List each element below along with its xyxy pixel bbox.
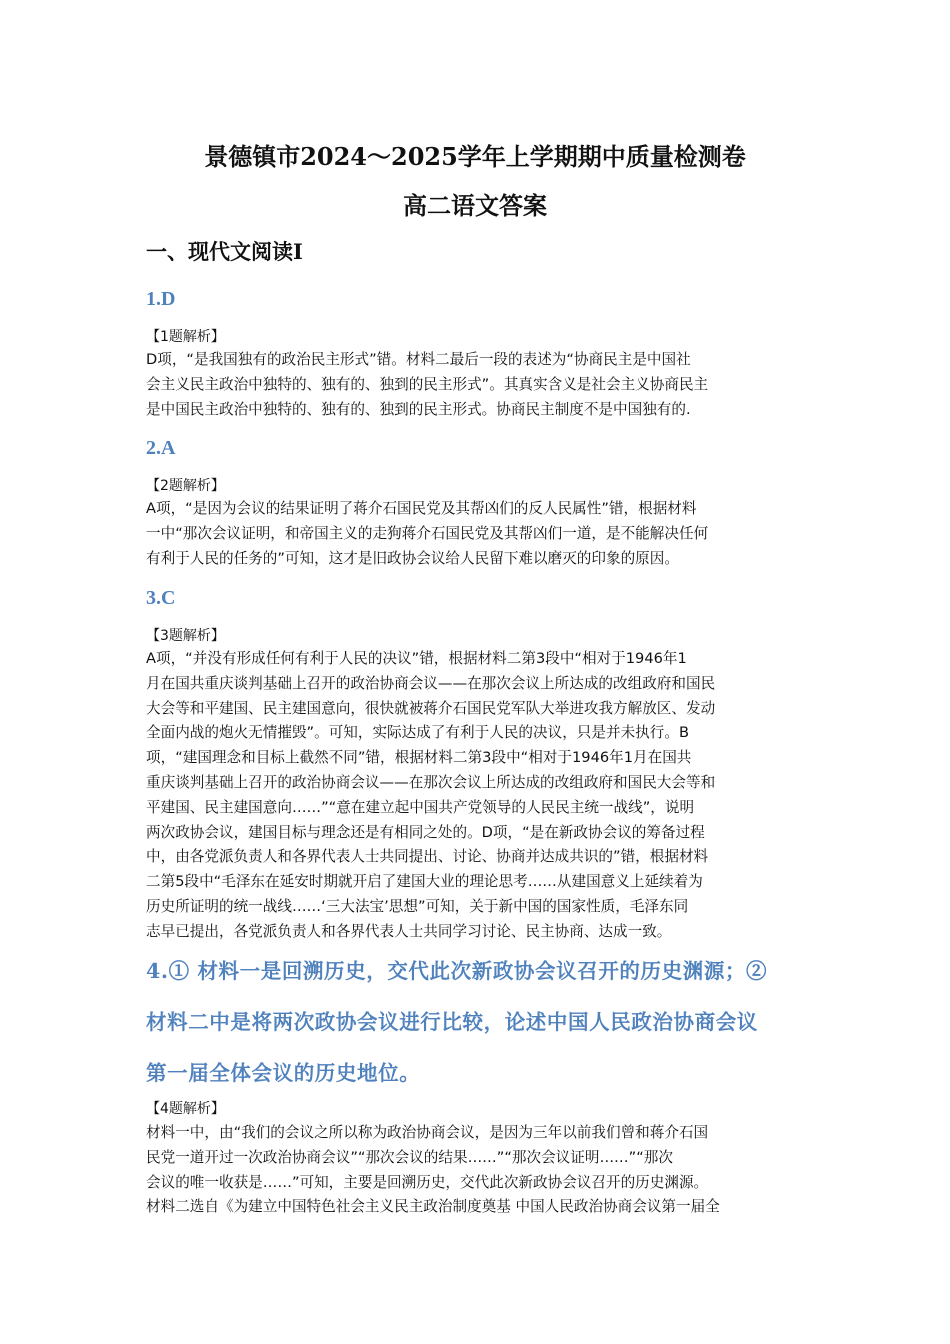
q4-analysis-label: 【4题解析】 (146, 1101, 225, 1117)
q1-line: 是中国民主政治中独特的、独有的、独到的民主形式。协商民主制度不是中国独有的. (146, 400, 691, 418)
q3-line: 历史所证明的统一战线……‘三大法宝’思想”可知，关于新中国的国家性质，毛泽东同 (146, 897, 689, 915)
q2-answer: 2.A (146, 437, 176, 459)
q4-line: 材料一中，由“我们的会议之所以称为政治协商会议，是因为三年以前我们曾和蒋介石国 (146, 1124, 709, 1141)
q3-line: 月在国共重庆谈判基础上召开的政治协商会议——在那次会议上所达成的改组政府和国民 (146, 674, 716, 692)
q4-line: 材料二选自《为建立中国特色社会主义民主政治制度奠基 中国人民政治协商会议第一届全 (146, 1198, 720, 1216)
q3-line: 大会等和平建国、民主建国意向，很快就被蒋介石国民党军队大举进攻我方解放区、发动 (146, 699, 716, 717)
q4-line: 会议的唯一收获是……”可知，主要是回溯历史，交代此次新政协会议召开的历史渊源。 (146, 1173, 709, 1191)
q4-answer-line: 4.① 材料一是回溯历史，交代此次新政协会议召开的历史渊源；② (146, 959, 768, 983)
q3-line: 平建国、民主建国意向……”“意在建立起中国共产党领导的人民民主统一战线”，说明 (146, 798, 695, 816)
q2-analysis-label: 【2题解析】 (146, 478, 225, 494)
q3-line: 项，“建国理念和目标上截然不同”错，根据材料二第3段中“相对于1946年1月在国共 (146, 749, 692, 767)
q1-answer: 1.D (146, 288, 176, 310)
q3-analysis-label: 【3题解析】 (146, 628, 225, 644)
q1-line: 会主义民主政治中独特的、独有的、独到的民主形式”。其真实含义是社会主义协商民主 (146, 375, 709, 393)
q2-line: 有利于人民的任务的”可知，这才是旧政协会议给人民留下难以磨灭的印象的原因。 (146, 549, 679, 567)
q4-answer-line: 第一届全体会议的历史地位。 (146, 1061, 421, 1085)
document-subtitle: 高二语文答案 (403, 191, 547, 220)
q2-analysis (146, 497, 810, 571)
q4-analysis (146, 1121, 810, 1220)
q3-analysis (146, 647, 810, 945)
q3-line: A项，“并没有形成任何有利于人民的决议”错，根据材料二第3段中“相对于1946年1 (146, 650, 687, 667)
q3-line: 志早已提出，各党派负责人和各界代表人士共同学习讨论、民主协商、达成一致。 (146, 922, 672, 940)
q3-line: 重庆谈判基础上召开的政治协商会议——在那次会议上所达成的改组政府和国民大会等和 (146, 773, 716, 791)
q3-line: 二第5段中“毛泽东在延安时期就开启了建国大业的理论思考……从建国意义上延续着为 (146, 873, 703, 891)
q4-line: 民党一道开过一次政治协商会议”“那次会议的结果……”“那次会议证明……”“那次 (146, 1148, 673, 1166)
q4-answer (146, 946, 818, 1099)
q2-line: 一中“那次会议证明，和帝国主义的走狗蒋介石国民党及其帮凶们一道，是不能解决任何 (146, 524, 709, 542)
section-heading: 一、现代文阅读Ⅰ (146, 239, 303, 264)
q1-line: D项，“是我国独有的政治民主形式”错。材料二最后一段的表述为“协商民主是中国社 (146, 351, 691, 368)
q3-answer: 3.C (146, 587, 176, 609)
q1-analysis-label: 【1题解析】 (146, 329, 225, 345)
q1-analysis (146, 348, 810, 422)
q3-line: 中，由各党派负责人和各界代表人士共同提出、讨论、协商并达成共识的”错，根据材料 (146, 848, 709, 866)
q2-line: A项，“是因为会议的结果证明了蒋介石国民党及其帮凶们的反人民属性”错，根据材料 (146, 500, 697, 517)
q4-answer-line: 材料二中是将两次政协会议进行比较，论述中国人民政治协商会议 (146, 1010, 758, 1034)
q3-line: 两次政协会议，建国目标与理念还是有相同之处的。D项，“是在新政协会议的筹备过程 (146, 823, 705, 841)
document-title: 景德镇市2024～2025学年上学期期中质量检测卷 (204, 142, 746, 171)
q3-line: 全面内战的炮火无情摧毁”。可知，实际达成了有利于人民的决议，只是并未执行。B (146, 724, 689, 742)
